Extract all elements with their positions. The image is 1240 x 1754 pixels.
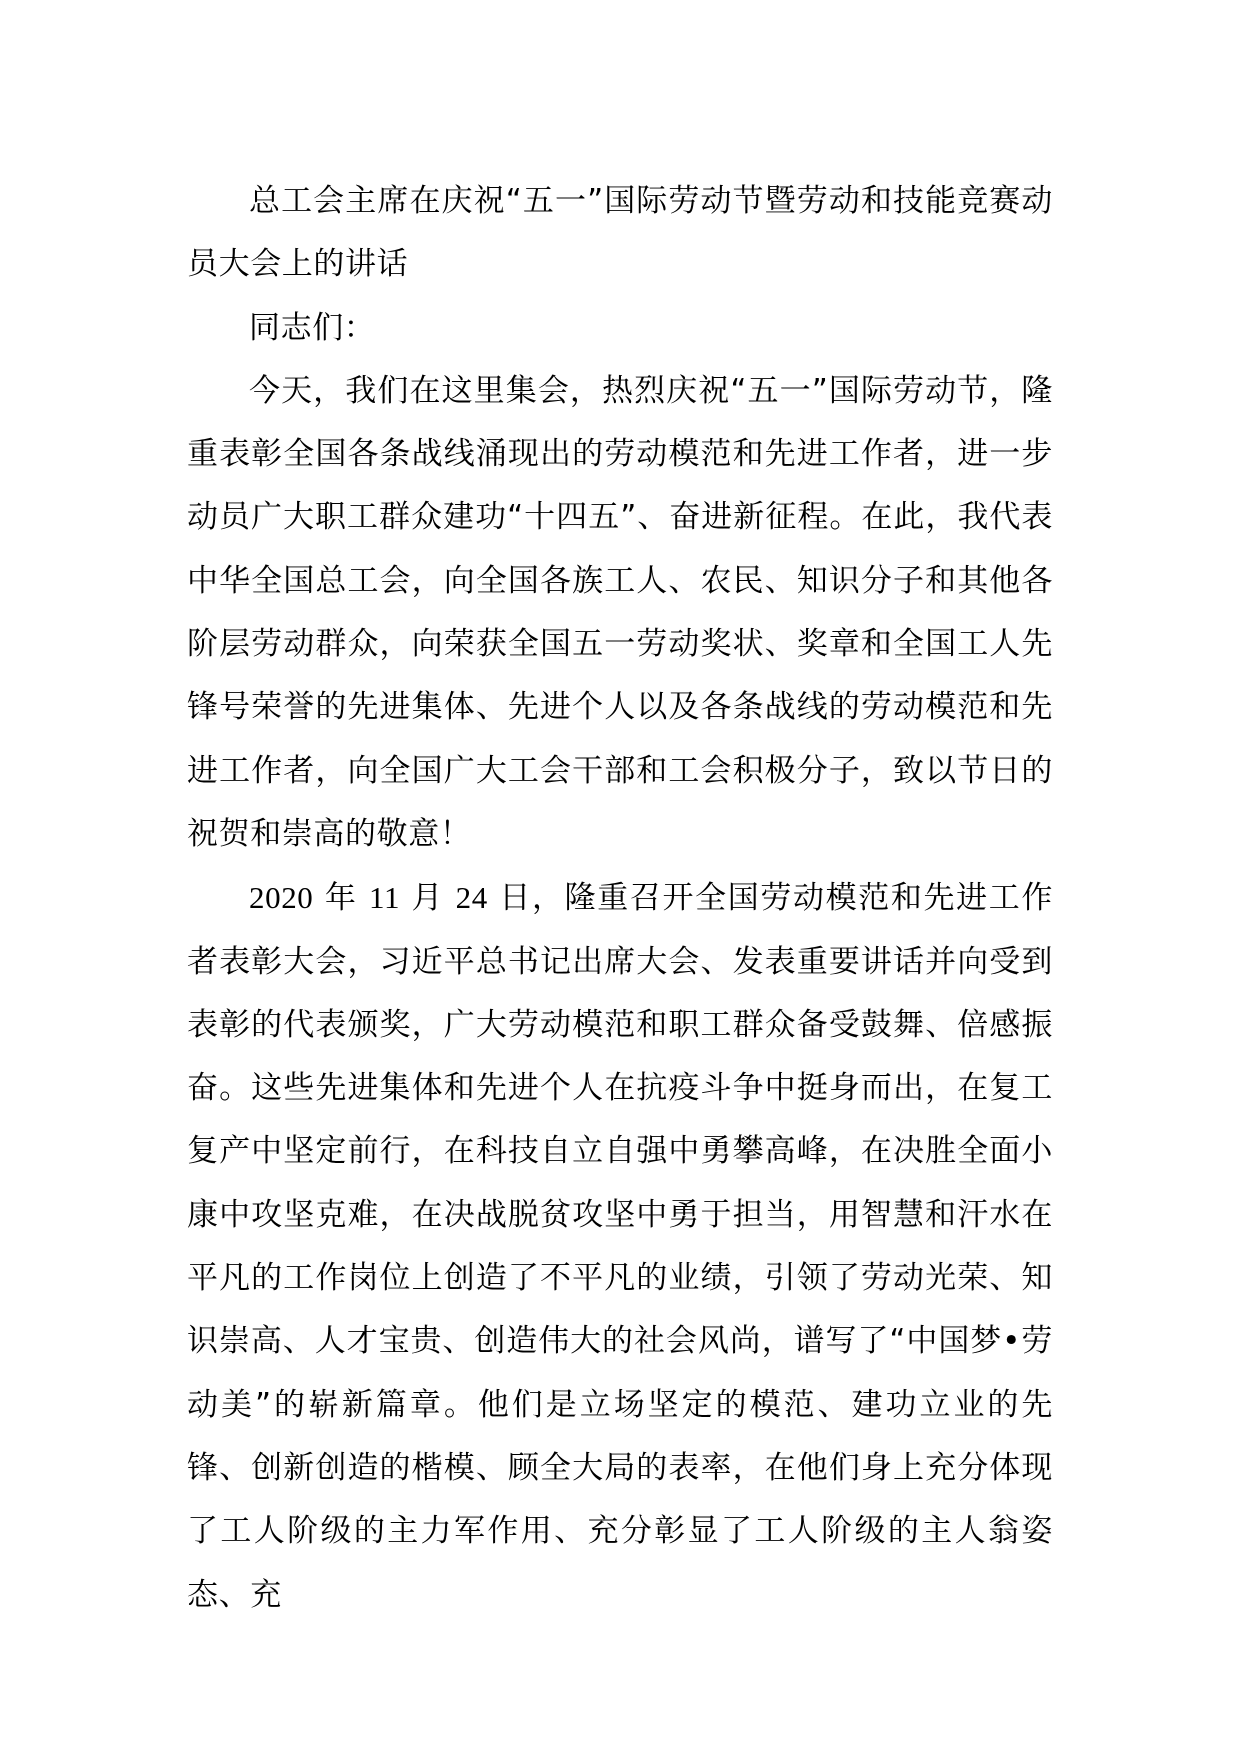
date-day: 24 <box>455 880 488 916</box>
paragraph-1: 今天，我们在这里集会，热烈庆祝“五一”国际劳动节，隆重表彰全国各条战线涌现出的劳动模范和先进工作者，进一步动员广大职工群众建功“十四五”、奋进新征程。在此，我代表中华全国总工会，向全国各族工人、农民、知识分子和其他各阶层劳动群众，向荣获全国五一劳动奖状、奖章和全国工人先锋号荣誉的先进集体、先进个人以及各条战线的劳动模范和先进工作者，向全国广大工会干部和工会积极分子，致以节日的祝贺和崇高的敬意！ <box>187 372 1053 852</box>
document-title: 总工会主席在庆祝“五一”国际劳动节暨劳动和技能竞赛动员大会上的讲话 <box>187 183 1053 283</box>
date-year: 2020 <box>249 880 314 916</box>
salutation: 同志们： <box>249 309 376 346</box>
date-month: 11 <box>369 880 401 916</box>
paragraph-2-text: 日，隆重召开全国劳动模范和先进工作者表彰大会，习近平总书记出席大会、发表重要讲话并向受到表彰的代表颁奖，广大劳动模范和职工群众备受鼓舞、倍感振奋。这些先进集体和先进个人在抗疫斗争中挺身而出，在复工复产中坚定前行，在科技自立自强中勇攀高峰，在决胜全面小康中攻坚克难，在决战脱贫攻坚中勇于担当，用智慧和汗水在平凡的工作岗位上创造了不平凡的业绩，引领了劳动光荣、知识崇高、人才宝贵、创造伟大的社会风尚，谱写了“中国梦•劳动美”的崭新篇章。他们是立场坚定的模范、建功立业的先锋、创新创造的楷模、顾全大局的表率，在他们身上充分体现了工人阶级的主力军作用、充分彰显了工人阶级的主人翁姿态、充 <box>187 880 1053 1613</box>
date-year-unit: 年 <box>324 880 358 917</box>
document-body <box>187 170 1053 1627</box>
date-month-unit: 月 <box>411 880 445 917</box>
paragraph-2 <box>187 866 1053 1627</box>
